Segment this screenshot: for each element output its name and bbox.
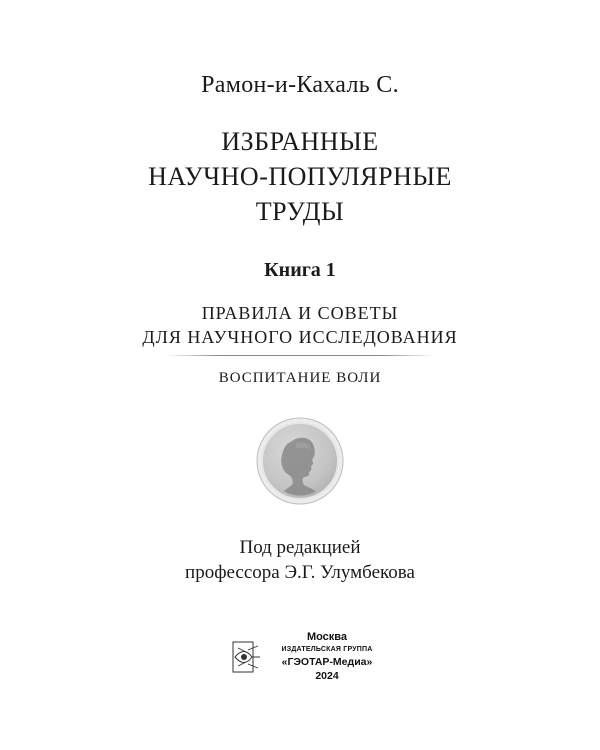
editor-credit-line: профессора Э.Г. Улумбекова xyxy=(185,562,415,583)
publisher-group: ИЗДАТЕЛЬСКАЯ ГРУППА xyxy=(281,646,373,653)
author-name: Рамон-и-Кахаль С. xyxy=(201,72,399,98)
publisher-name: «ГЭОТАР-Медиа» xyxy=(281,656,373,668)
volume-label: Книга 1 xyxy=(264,259,336,281)
book-title-line: ТРУДЫ xyxy=(255,197,345,226)
publisher-block xyxy=(232,630,382,690)
volume-subtitle-line: ДЛЯ НАУЧНОГО ИССЛЕДОВАНИЯ xyxy=(142,327,458,347)
publisher-text xyxy=(262,630,392,683)
publication-year: 2024 xyxy=(315,670,339,682)
editor-credit xyxy=(0,535,600,585)
book-title-line: НАУЧНО-ПОПУЛЯРНЫЕ xyxy=(148,162,452,191)
volume-subtitle xyxy=(0,301,600,349)
publisher-city: Москва xyxy=(306,631,348,643)
book-title-line: ИЗБРАННЫЕ xyxy=(221,127,379,156)
divider-rule xyxy=(165,355,435,356)
portrait-medallion-icon xyxy=(256,417,344,505)
publisher-logo-icon xyxy=(232,638,262,678)
volume-subtitle-line: ПРАВИЛА И СОВЕТЫ xyxy=(201,303,399,323)
book-title xyxy=(0,124,600,229)
editor-credit-line: Под редакцией xyxy=(239,537,361,558)
volume-section-title: ВОСПИТАНИЕ ВОЛИ xyxy=(218,370,382,386)
